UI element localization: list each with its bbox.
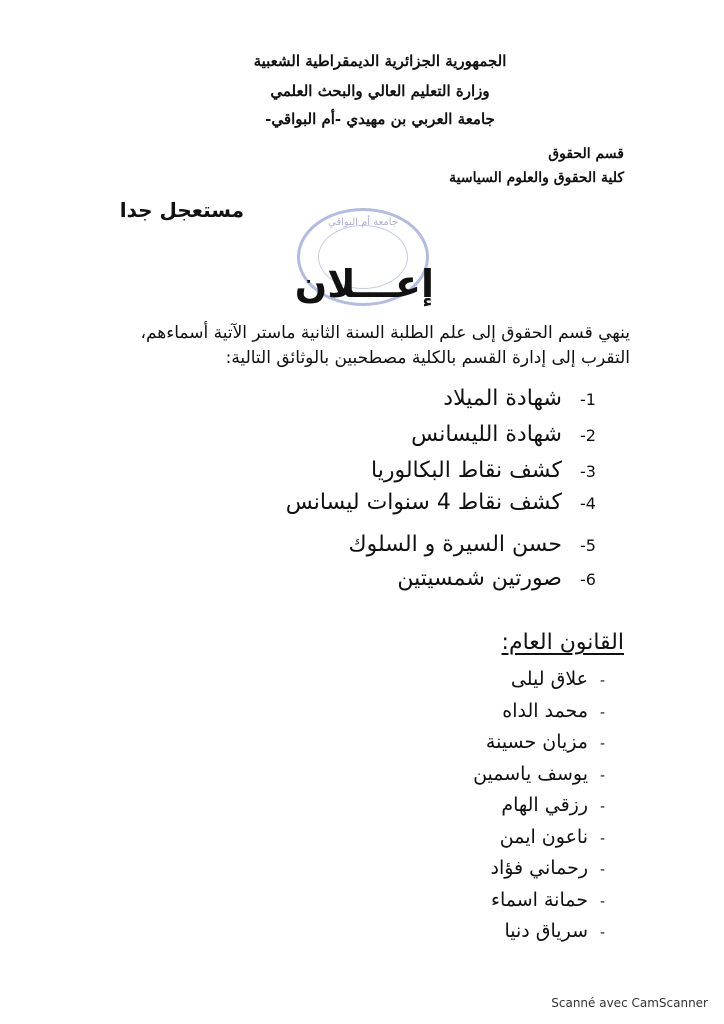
name-bullet: - (600, 799, 606, 815)
header-republic: الجمهورية الجزائرية الديمقراطية الشعبية (253, 52, 507, 70)
document-number: -1 (580, 390, 596, 409)
stamp-text: جامعة أم البواقي (328, 217, 398, 228)
document-number: -4 (580, 494, 596, 513)
document-item (443, 386, 624, 411)
name-text: محمد الداه (502, 699, 588, 722)
header-ministry: وزارة التعليم العالي والبحث العلمي (270, 82, 490, 100)
name-text: رحماني فؤاد (490, 857, 588, 879)
document-text: كشف نقاط 4 سنوات ليسانس (285, 490, 562, 515)
document-item (411, 422, 624, 447)
name-item (504, 920, 622, 942)
document-number: -6 (580, 570, 596, 589)
document-number: -5 (580, 536, 596, 555)
department-name: قسم الحقوق (548, 146, 624, 162)
document-number: -2 (580, 426, 596, 445)
name-item (473, 763, 622, 785)
name-text: يوسف ياسمين (473, 762, 588, 785)
name-text: حمانة اسماء (491, 888, 588, 911)
name-item (491, 889, 622, 911)
header-university: جامعة العربي بن مهيدي -أم البواقي- (265, 110, 495, 128)
name-text: سرياق دنيا (504, 920, 588, 942)
scanner-footer: Scanné avec CamScanner (551, 996, 708, 1010)
name-bullet: - (600, 862, 606, 878)
announcement-title: إعـــلان (294, 262, 434, 306)
name-text: رزقي الهام (501, 794, 588, 816)
name-text: علاق ليلى (510, 668, 588, 690)
document-text: شهادة الميلاد (443, 386, 562, 411)
faculty-name: كلية الحقوق والعلوم السياسية (449, 170, 624, 186)
name-bullet: - (600, 830, 606, 847)
section-title: القانون العام: (501, 630, 624, 655)
urgent-label: مستعجل جدا (119, 198, 244, 222)
document-item (371, 458, 624, 483)
intro-line-1: ينهي قسم الحقوق إلى علم الطلبة السنة الثانية ماستر الآتية أسماءهم، (140, 323, 630, 343)
name-item (500, 826, 622, 848)
name-bullet: - (600, 736, 606, 752)
name-item (501, 794, 622, 816)
document-number: -3 (580, 462, 596, 481)
name-item (502, 700, 622, 722)
name-bullet: - (600, 767, 606, 784)
document-text: صورتين شمسيتين (397, 566, 562, 591)
name-bullet: - (600, 673, 606, 689)
name-bullet: - (600, 704, 606, 721)
document-item (397, 566, 624, 591)
document-item (286, 490, 624, 515)
name-item (486, 731, 622, 753)
document-text: كشف نقاط البكالوريا (371, 458, 562, 483)
name-text: ناعون ايمن (499, 825, 588, 848)
name-item (511, 668, 622, 690)
name-text: مزيان حسينة (485, 731, 588, 753)
name-item (491, 857, 623, 879)
document-item (348, 532, 624, 557)
document-text: شهادة الليسانس (411, 422, 562, 447)
name-bullet: - (600, 893, 606, 910)
name-bullet: - (600, 925, 606, 941)
document-text: حسن السيرة و السلوك (348, 532, 562, 557)
intro-line-2: التقرب إلى إدارة القسم بالكلية مصطحبين بالوثائق التالية: (225, 348, 630, 368)
